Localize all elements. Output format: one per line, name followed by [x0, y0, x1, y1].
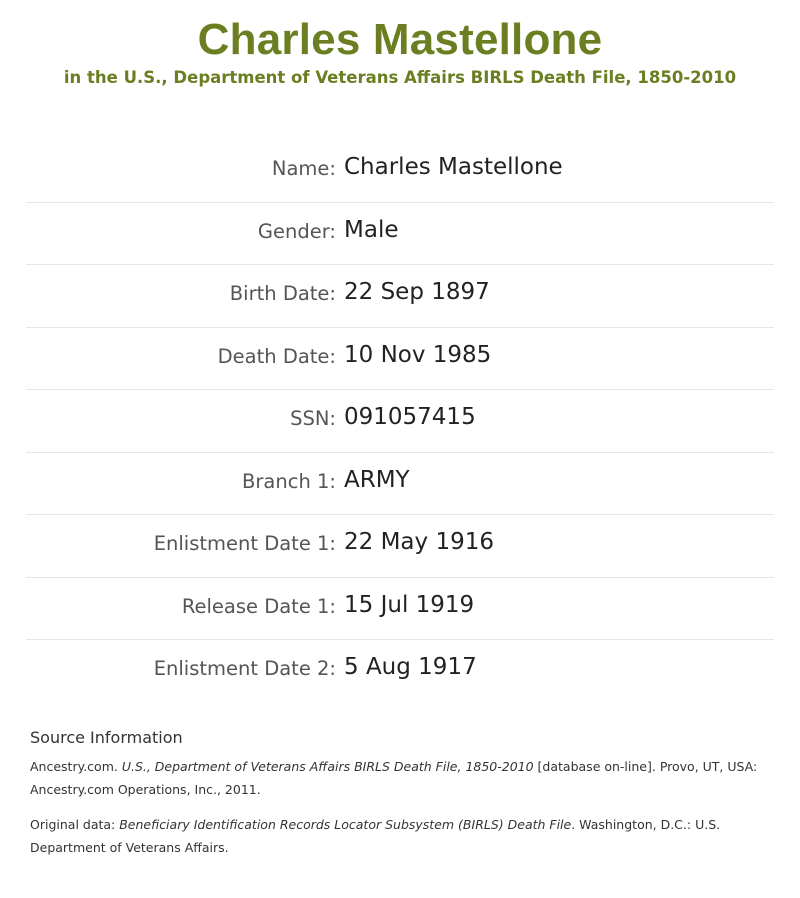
field-value: 22 May 1916	[344, 529, 494, 555]
citation-publisher: Ancestry.com.	[30, 759, 122, 774]
field-value: 5 Aug 1917	[344, 654, 477, 680]
page-title: Charles Mastellone	[197, 15, 603, 64]
record-row-death-date	[26, 328, 774, 391]
citation-details: [database on-line]. Provo, UT, USA: Ancestry.com Operations, Inc., 2011.	[30, 759, 758, 797]
original-data	[30, 813, 775, 859]
field-label: Enlistment Date 1:	[153, 532, 336, 555]
collection-subtitle: in the U.S., Department of Veterans Affairs BIRLS Death File, 1850-2010	[63, 68, 737, 87]
original-data-lead: Original data:	[30, 817, 120, 832]
record-row-gender	[26, 203, 774, 266]
record-row-name	[26, 140, 774, 203]
original-data-title: Beneficiary Identification Records Locator Subsystem (BIRLS) Death File	[119, 817, 572, 832]
record-row-enlistment-date-1	[26, 515, 774, 578]
field-value: 22 Sep 1897	[344, 279, 490, 305]
source-citation	[30, 755, 775, 801]
field-label: Enlistment Date 2:	[153, 657, 336, 680]
field-value: 091057415	[344, 404, 476, 430]
field-label: Release Date 1:	[181, 594, 336, 618]
record-details	[26, 140, 774, 702]
original-data-details: . Washington, D.C.: U.S. Department of Veterans Affairs.	[30, 817, 721, 855]
field-value: Charles Mastellone	[344, 154, 563, 180]
field-label: Name:	[271, 157, 336, 180]
record-row-birth-date	[26, 265, 774, 328]
record-row-branch-1	[26, 453, 774, 516]
field-value: ARMY	[344, 466, 410, 493]
record-row-release-date-1	[26, 578, 774, 641]
source-information	[30, 728, 775, 871]
record-header	[0, 12, 800, 90]
citation-title: U.S., Department of Veterans Affairs BIRLS Death File, 1850-2010	[121, 759, 534, 774]
record-row-ssn	[26, 390, 774, 453]
field-label: Branch 1:	[242, 469, 336, 493]
field-value: 10 Nov 1985	[344, 341, 492, 368]
field-label: Gender:	[257, 219, 336, 243]
field-label: Death Date:	[217, 344, 336, 368]
field-label: SSN:	[290, 407, 336, 430]
field-value: Male	[344, 216, 399, 243]
field-value: 15 Jul 1919	[344, 591, 475, 618]
field-label: Birth Date:	[229, 282, 336, 305]
source-heading: Source Information	[30, 728, 183, 747]
record-row-enlistment-date-2	[26, 640, 774, 702]
